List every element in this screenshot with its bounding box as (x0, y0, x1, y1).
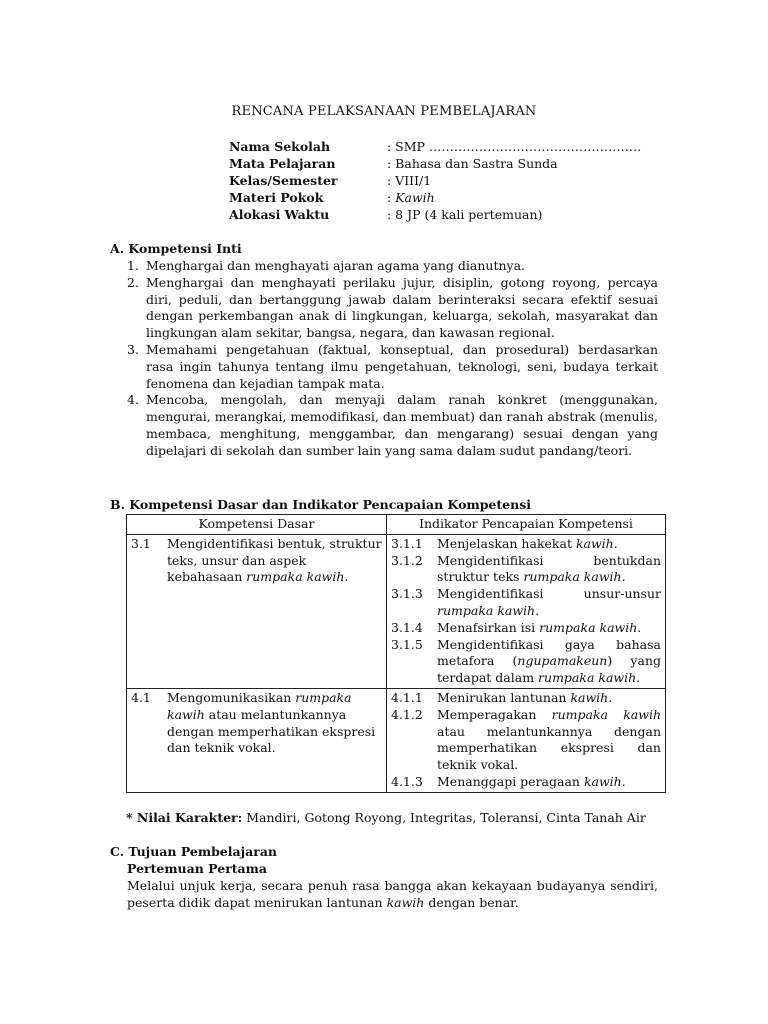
identity-label: Nama Sekolah (229, 139, 331, 154)
kd-text-part: Mengidentifikasi bentuk, struktur teks, unsur dan aspek kebahasaan (167, 535, 382, 585)
identity-value (387, 190, 641, 207)
indicator-text-part: . (637, 619, 642, 635)
list-text: Mencoba, mengolah, dan menyaji dalam ranah konkret (menggunakan, mengurai, merangkai, memodifikasi, dan membuat) dan ranah abstrak (menulis, membaca, menghitung, menggambar, dan mengarang) sesuai dengan yang dipelajari di sekolah dan sumber lain yang sama dalam sudut pandang/teori. (146, 392, 658, 458)
indicator-text-part: . (621, 773, 626, 789)
identity-value-prefix: : (387, 190, 396, 205)
kd-cell (127, 688, 387, 792)
kompetensi-inti-list (127, 258, 658, 460)
indicator-text (437, 637, 661, 687)
list-text: Memahami pengetahuan (faktual, konseptual, dan prosedural) berdasarkan rasa ingin tahunya tentang ilmu pengetahuan, teknologi, seni, budaya terkait fenomena dan kejadian tampak mata. (146, 341, 658, 391)
kd-text-italic: rumpaka kawih (246, 569, 345, 585)
indicator-text-italic: rumpaka kawih (523, 569, 622, 585)
list-number: 1. (127, 258, 139, 273)
indicator-text-part: . (636, 670, 641, 686)
section-c-title: C. Tujuan Pembelajaran (110, 844, 278, 859)
section-c-text-part: Melalui unjuk kerja, secara penuh rasa bangga akan kekayaan budayanya sendiri, peserta didik dapat menirukan lantunan (127, 878, 658, 910)
indicator-entry (391, 690, 661, 707)
indicator-text (437, 774, 661, 791)
indicator-text-part: Mengidentifikasi unsur-unsur (437, 586, 661, 602)
column-header-indicator: Indikator Pencapaian Kompetensi (387, 515, 666, 535)
competency-table (126, 514, 666, 793)
indicator-number: 4.1.3 (391, 773, 423, 789)
identity-label: Materi Pokok (229, 190, 324, 205)
indicator-entry (391, 536, 661, 553)
indicator-text-part: . (535, 602, 540, 618)
kd-entry (131, 690, 382, 757)
kd-text-part: atau melantunkannya dengan memperhatikan ekspresi dan teknik vokal. (167, 706, 376, 756)
indicator-text-italic: rumpaka kawih (551, 706, 661, 722)
indicator-text-part: ) yang terdapat dalam (437, 653, 662, 686)
indicator-text-italic: kawih (570, 689, 609, 705)
table-header-row (127, 515, 666, 535)
character-values-label: * Nilai Karakter: (126, 810, 243, 825)
kd-entry (131, 536, 382, 586)
kd-text-part: . (344, 569, 349, 585)
list-item (127, 342, 658, 392)
indicator-entry (391, 586, 661, 620)
indicator-text-part: Menirukan lantunan (437, 689, 571, 705)
kd-cell (127, 534, 387, 688)
kd-text-part: Mengomunikasikan (167, 689, 296, 705)
indicator-number: 3.1.3 (391, 586, 423, 602)
indicator-text-part: . (621, 569, 626, 585)
indicator-text-part: Mengidentifikasi gaya bahasa metafora ( (437, 636, 661, 669)
identity-row (229, 190, 641, 207)
indicator-text (437, 536, 661, 553)
identity-label: Mata Pelajaran (229, 156, 336, 171)
indicator-entry (391, 637, 661, 687)
indicator-entry (391, 707, 661, 774)
list-text: Menghargai dan menghayati perilaku jujur, disiplin, gotong royong, percaya diri, peduli, dan bertanggung jawab dalam berinteraksi secara efektif sesuai dengan perkembangan anak di lingkungan, keluarga, sekolah, masyarakat dan lingkungan alam sekitar, bangsa, negara, dan kawasan regional. (146, 274, 658, 341)
kd-text (167, 536, 382, 586)
kd-text-italic: rumpaka kawih (167, 689, 352, 722)
identity-value-italic: Kawih (395, 190, 435, 205)
list-number: 4. (127, 392, 139, 408)
section-c-text (127, 878, 658, 912)
indicator-text-part: . (613, 535, 618, 551)
section-c-subtitle: Pertemuan Pertama (127, 861, 267, 876)
column-header-kd: Kompetensi Dasar (127, 515, 387, 535)
kd-number: 4.1 (131, 689, 151, 705)
indicator-text-italic: ngupamakeun (517, 653, 608, 669)
identity-value: : 8 JP (4 kali pertemuan) (387, 207, 543, 222)
indicator-text-italic: rumpaka kawih (437, 602, 536, 618)
section-c-text-part: dengan benar. (424, 894, 519, 910)
section-b-title: B. Kompetensi Dasar dan Indikator Pencapaian Kompetensi (110, 497, 531, 512)
document-title: RENCANA PELAKSANAAN PEMBELAJARAN (231, 104, 537, 119)
indicator-text-part: Mengidentifikasi bentukdan struktur teks (437, 552, 661, 585)
indicator-text-italic: kawih (575, 535, 614, 551)
indicator-entry (391, 774, 661, 791)
identity-value: : VIII/1 (387, 173, 432, 188)
indicator-text-part: . (608, 689, 613, 705)
identity-value: : SMP …………………………………………… (387, 139, 642, 154)
indicator-text-italic: rumpaka kawih (538, 670, 637, 686)
indicator-text (437, 707, 661, 774)
indicator-text-part: Menanggapi peragaan (437, 773, 584, 789)
table-row (127, 534, 666, 688)
kd-number: 3.1 (131, 535, 151, 551)
identity-row (229, 207, 641, 224)
indicator-number: 3.1.5 (391, 636, 423, 652)
identity-table (229, 139, 641, 224)
indicator-text (437, 553, 661, 587)
indicator-cell (387, 688, 666, 792)
indicator-text-part: atau melantunkannya dengan memperhatikan ekspresi dan teknik vokal. (437, 723, 661, 773)
indicator-number: 3.1.4 (391, 619, 423, 635)
list-item (127, 258, 658, 275)
list-number: 3. (127, 341, 139, 357)
identity-row (229, 139, 641, 156)
list-item (127, 275, 658, 342)
indicator-entry (391, 553, 661, 587)
indicator-number: 4.1.2 (391, 706, 423, 722)
indicator-number: 3.1.1 (391, 535, 423, 551)
identity-row (229, 156, 641, 173)
identity-row (229, 173, 641, 190)
indicator-text-part: Menafsirkan isi (437, 619, 540, 635)
list-text: Menghargai dan menghayati ajaran agama yang dianutnya. (146, 258, 526, 273)
indicator-text-italic: rumpaka kawih (539, 619, 638, 635)
list-number: 2. (127, 274, 139, 290)
section-a-title: A. Kompetensi Inti (110, 241, 242, 256)
indicator-cell (387, 534, 666, 688)
indicator-number: 3.1.2 (391, 552, 423, 568)
character-values-text: Mandiri, Gotong Royong, Integritas, Toleransi, Cinta Tanah Air (242, 810, 646, 825)
table-row (127, 688, 666, 792)
kd-text (167, 690, 382, 757)
section-c-text-italic: kawih (386, 894, 425, 910)
indicator-entry (391, 620, 661, 637)
indicator-text-italic: kawih (583, 773, 622, 789)
indicator-text (437, 690, 661, 707)
indicator-text (437, 586, 661, 620)
character-values (126, 810, 646, 827)
indicator-text (437, 620, 661, 637)
identity-label: Alokasi Waktu (229, 207, 330, 222)
list-item (127, 392, 658, 459)
indicator-text-part: Menjelaskan hakekat (437, 535, 576, 551)
indicator-text-part: Memperagakan (437, 706, 552, 722)
indicator-number: 4.1.1 (391, 689, 423, 705)
identity-label: Kelas/Semester (229, 173, 338, 188)
identity-value: : Bahasa dan Sastra Sunda (387, 156, 558, 171)
